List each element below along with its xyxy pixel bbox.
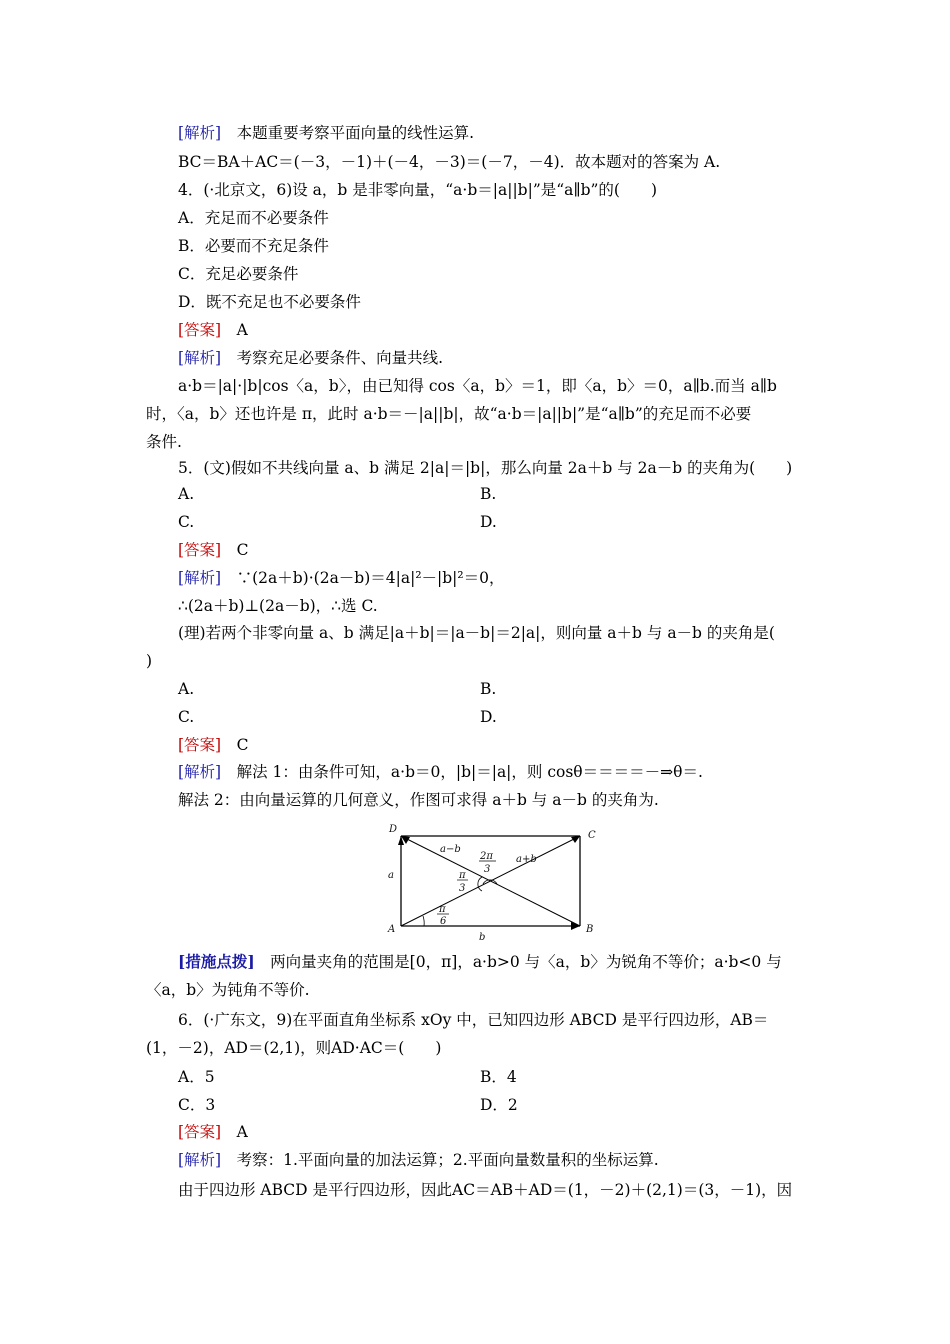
- option-d: D．既不充足也不必要条件: [178, 293, 361, 311]
- angle-label: 3: [459, 883, 466, 894]
- method-tip-tag: [措施点拨]: [178, 952, 255, 971]
- option-a: A．充足而不必要条件: [178, 209, 329, 227]
- analysis-4: [解析] 考察充足必要条件、向量共线.: [178, 349, 444, 367]
- answer-tag: [答案]: [178, 736, 222, 754]
- angle-label: π: [459, 870, 466, 881]
- option-d: D.: [480, 513, 497, 531]
- analysis-tag: [解析]: [178, 569, 222, 587]
- method-tip: [措施点拨] 两向量夹角的范围是[0，π]，a·b>0 与〈a，b〉为锐角不等价；a·b<0 与: [178, 952, 782, 971]
- analysis-6-body: 由于四边形 ABCD 是平行四边形，因此AC＝AB＋AD＝(1，－2)＋(2,1)＝(3，－1)，因: [178, 1181, 793, 1199]
- vertex-label: B: [586, 924, 594, 935]
- answer-5: [答案] C: [178, 541, 249, 559]
- question-5-li: (理)若两个非零向量 a、b 满足|a＋b|＝|a－b|＝2|a|，则向量 a＋b 与 a－b 的夹角是(: [178, 624, 775, 642]
- answer-5-li: [答案] C: [178, 736, 249, 754]
- option-b: B.: [480, 680, 497, 698]
- option-a: A．5: [178, 1068, 215, 1086]
- answer-4: [答案] A: [178, 321, 248, 339]
- option-c: C.: [178, 708, 195, 726]
- option-b: B．4: [480, 1068, 517, 1086]
- analysis-5: [解析] ∵(2a＋b)·(2a－b)＝4|a|²－|b|²＝0，: [178, 569, 505, 587]
- option-a: A.: [178, 485, 195, 503]
- analysis-tag: [解析]: [178, 763, 222, 781]
- analysis-5-body: ∴(2a＋b)⊥(2a－b)，∴选 C.: [178, 597, 378, 615]
- line-analysis-1: [解析] 本题重要考察平面向量的线性运算.: [178, 124, 475, 142]
- analysis-6: [解析] 考察：1.平面向量的加法运算；2.平面向量数量积的坐标运算.: [178, 1151, 659, 1169]
- side-label: b: [479, 932, 486, 943]
- analysis-4-body: 条件.: [146, 433, 182, 451]
- answer-tag: [答案]: [178, 1123, 222, 1141]
- analysis-5-li-method2: 解法 2：由向量运算的几何意义，作图可求得 a＋b 与 a－b 的夹角为.: [178, 791, 659, 809]
- answer-6: [答案] A: [178, 1123, 248, 1141]
- angle-label: 2π: [480, 851, 493, 862]
- analysis-tag: [解析]: [178, 124, 222, 142]
- answer-tag: [答案]: [178, 321, 222, 339]
- question-6: 6．(·广东文，9)在平面直角坐标系 xOy 中，已知四边形 ABCD 是平行四边形，AB＝: [178, 1011, 769, 1029]
- angle-label: π: [439, 904, 446, 915]
- vertex-label: C: [588, 830, 596, 841]
- diagonal-label: a−b: [440, 844, 461, 855]
- question-5-wen: 5．(文)假如不共线向量 a、b 满足 2|a|＝|b|，那么向量 2a＋b 与 2a－b 的夹角为( ): [178, 459, 793, 477]
- answer-tag: [答案]: [178, 541, 222, 559]
- option-a: A.: [178, 680, 195, 698]
- diagonal-label: a+b: [516, 854, 537, 865]
- analysis-5-li: [解析] 解法 1：由条件可知，a·b＝0，|b|＝|a|，则 cosθ＝＝＝＝－⇒θ＝.: [178, 763, 703, 781]
- angle-label: 3: [484, 864, 491, 875]
- option-c: C．充足必要条件: [178, 265, 299, 283]
- angle-label: 6: [440, 916, 447, 927]
- method-tip-cont: 〈a，b〉为钝角不等价.: [146, 981, 310, 999]
- analysis-tag: [解析]: [178, 349, 222, 367]
- parallelogram-figure: [383, 818, 618, 948]
- option-b: B.: [480, 485, 497, 503]
- side-label: a: [388, 870, 394, 881]
- option-b: B．必要而不充足条件: [178, 237, 329, 255]
- analysis-4-body: 时，〈a，b〉还也许是 π，此时 a·b＝－|a||b|，故“a·b＝|a||b|”是“a∥b”的充足而不必要: [146, 405, 752, 423]
- option-c: C．3: [178, 1096, 216, 1114]
- vertex-label: D: [389, 824, 398, 835]
- analysis-4-body: a·b＝|a|·|b|cos〈a，b〉，由已知得 cos〈a，b〉＝1，即〈a，b〉＝0，a∥b.而当 a∥b: [178, 377, 777, 395]
- question-4: 4．(·北京文，6)设 a，b 是非零向量，“a·b＝|a||b|”是“a∥b”的( ): [178, 181, 658, 199]
- vertex-label: A: [388, 924, 396, 935]
- question-5-li-cont: ): [146, 652, 153, 670]
- option-c: C.: [178, 513, 195, 531]
- option-d: D.: [480, 708, 497, 726]
- option-d: D．2: [480, 1096, 518, 1114]
- line-bc-vector: BC＝BA＋AC＝(－3，－1)＋(－4，－3)＝(－7，－4)．故本题对的答案为 A.: [178, 153, 721, 171]
- analysis-tag: [解析]: [178, 1151, 222, 1169]
- question-6-cont: (1，－2)，AD＝(2,1)，则AD·AC＝( ): [146, 1039, 442, 1057]
